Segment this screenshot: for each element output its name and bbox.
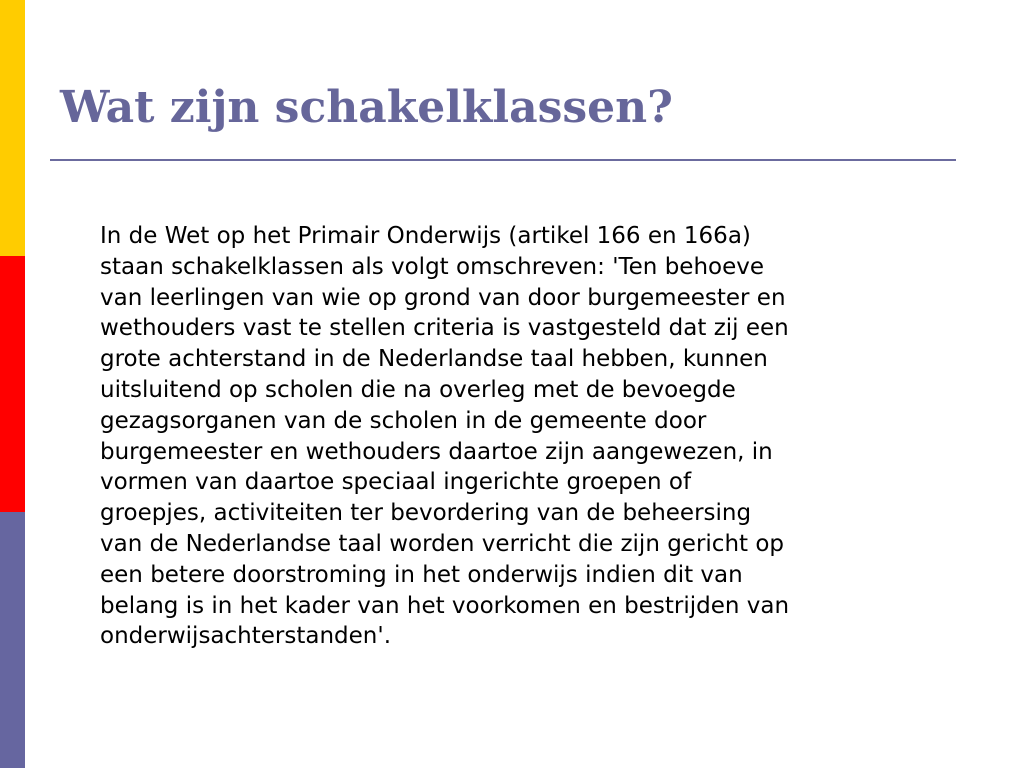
body-text-line: burgemeester en wethouders daartoe zijn aangewezen, in [100, 438, 773, 465]
body-text-line: belang is in het kader van het voorkomen en bestrijden van [100, 592, 790, 619]
slide-body-text [100, 221, 970, 652]
body-text-line: uitsluitend op scholen die na overleg met de bevoegde [100, 376, 736, 403]
decorative-side-bar [0, 0, 25, 768]
side-bar-blue-segment [0, 512, 25, 768]
body-text-line: In de Wet op het Primair Onderwijs (artikel 166 en 166a) [100, 223, 751, 249]
side-bar-yellow-segment [0, 0, 25, 256]
body-text-line: van leerlingen van wie op grond van door burgemeester en [100, 284, 786, 311]
body-text-line: grote achterstand in de Nederlandse taal hebben, kunnen [100, 346, 768, 373]
side-bar-red-segment [0, 256, 25, 512]
title-underline-divider [50, 159, 956, 161]
body-text-line: van de Nederlandse taal worden verricht die zijn gericht op [100, 530, 785, 557]
body-text-line: staan schakelklassen als volgt omschreven: 'Ten behoeve [100, 253, 765, 280]
body-text-line: wethouders vast te stellen criteria is vastgesteld dat zij een [100, 315, 789, 342]
body-text-line: vormen van daartoe speciaal ingerichte groepen of [100, 469, 692, 496]
slide-title: Wat zijn schakelklassen? [60, 82, 673, 133]
body-text-line: onderwijsachterstanden'. [100, 623, 392, 650]
body-text-line: gezagsorganen van de scholen in de gemeente door [100, 407, 707, 434]
body-text-line: groepjes, activiteiten ter bevordering van de beheersing [100, 500, 752, 527]
body-text-line: een betere doorstroming in het onderwijs indien dit van [100, 561, 743, 588]
